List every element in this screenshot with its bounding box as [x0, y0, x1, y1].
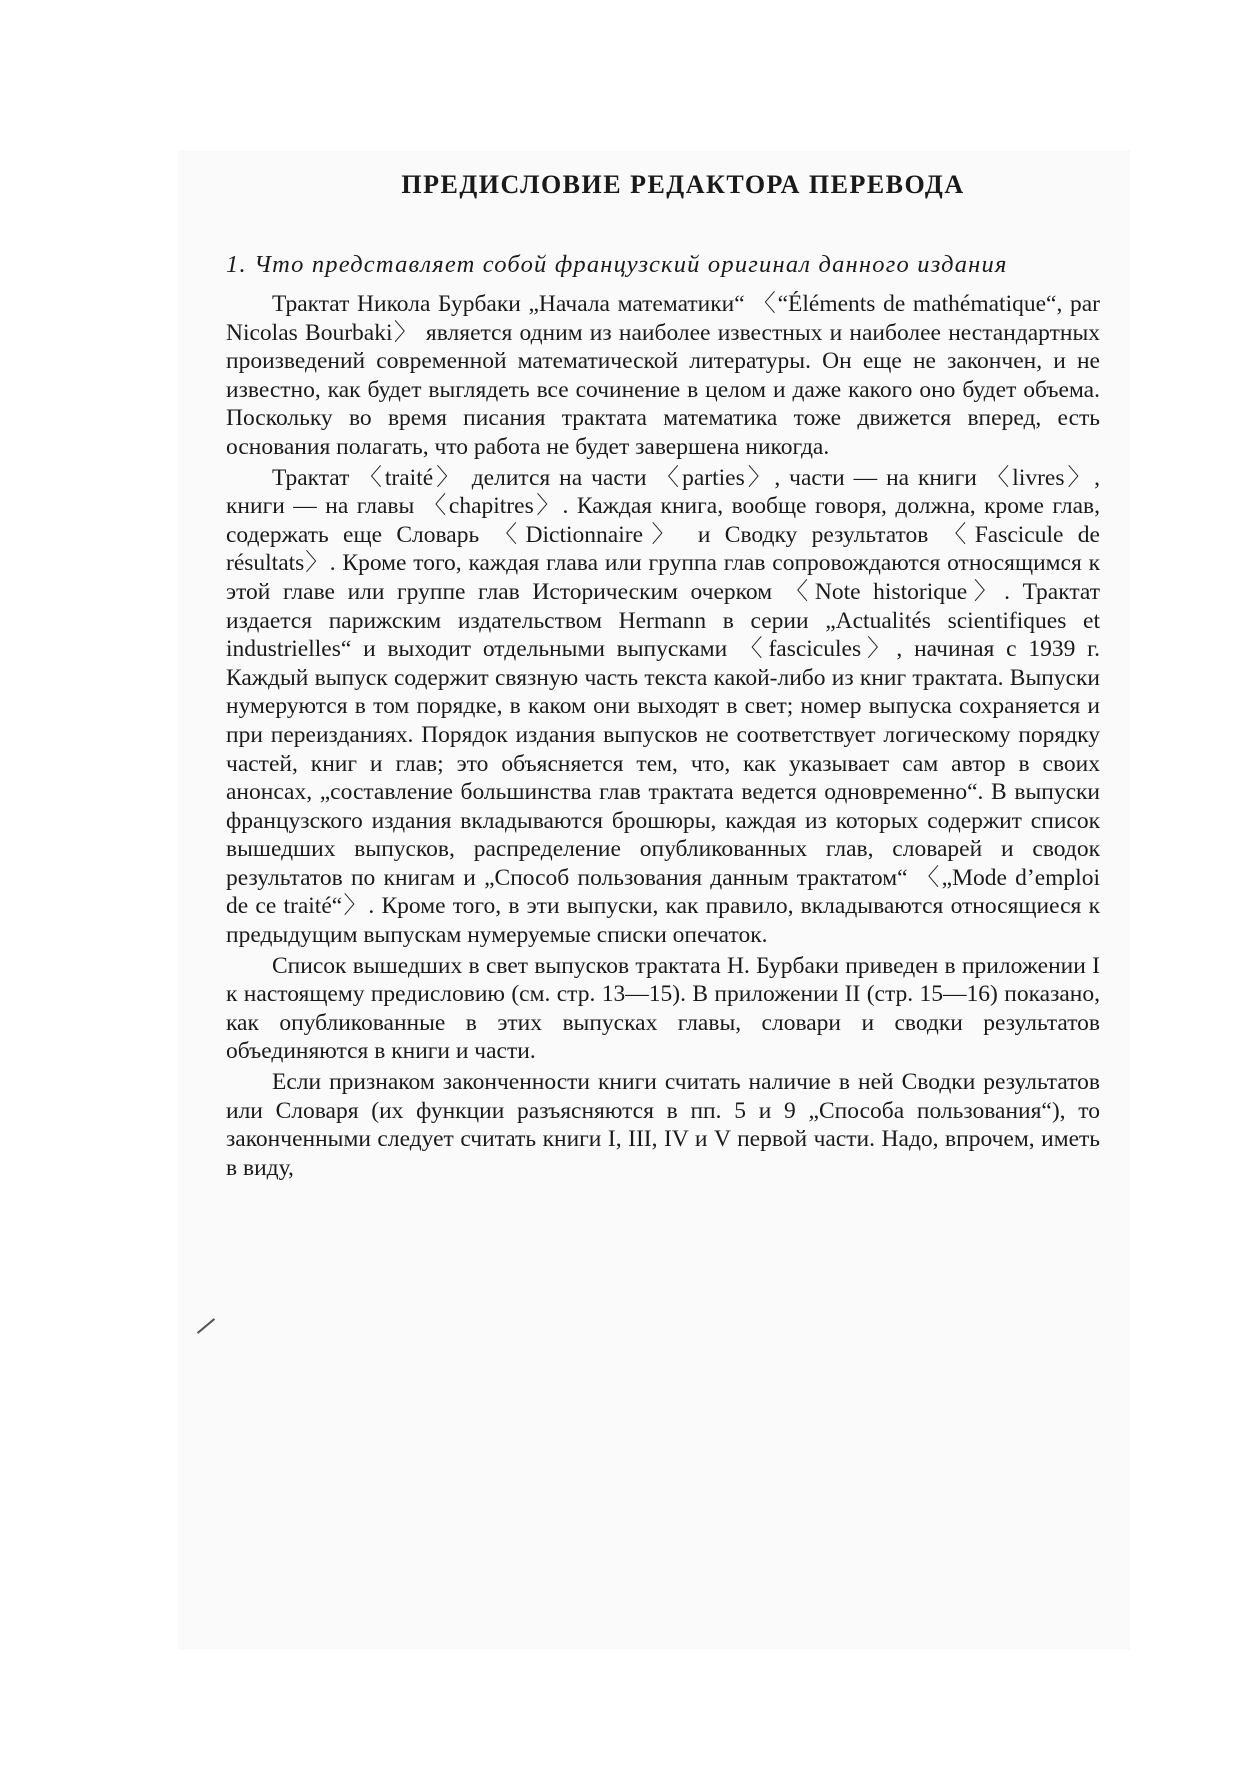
paragraph-2: Трактат 〈traité〉 делится на части 〈parties〉, части — на книги 〈livres〉, книги — на главы 〈chapitres〉. Каждая книга, вообще говоря, должна, кроме глав, содержать еще Словарь 〈Dictionnaire〉 и Сводку результатов 〈Fascicule de résultats〉. Кроме того, каждая глава или группа глав сопровождаются относящимся к этой главе или группе глав Историческим очерком 〈Note historique〉. Трактат издается парижским издательством Hermann в серии „Actualités scientifiques et industrielles“ и выходит отдельными выпусками 〈fascicules〉, начиная с 1939 г. Каждый выпуск содержит связную часть текста какой-либо из книг трактата. Выпуски нумеруются в том порядке, в каком они выходят в свет; номер выпуска сохраняется и при переизданиях. Порядок издания выпусков не соответствует логическому порядку частей, книг и глав; это объясняется тем, что, как указывает сам автор в своих анонсах, „составление большинства глав трактата ведется одновременно“. В выпуски французского издания вкладываются брошюры, каждая из которых содержит список вышедших выпусков, распределение опубликованных глав, словарей и сводок результатов по книгам и „Способ пользования данным трактатом“ 〈„Mode d’emploi de ce traité“〉. Кроме того, в эти выпуски, как правило, вкладываются относящиеся к предыдущим выпускам нумеруемые списки опечаток. [226, 464, 1100, 949]
section-heading: 1. Что представляет собой французский оригинал данного издания [226, 251, 1008, 278]
paragraph-3: Список вышедших в свет выпусков трактата Н. Бурбаки приведен в приложении I к настоящему предисловию (см. стр. 13—15). В приложении II (стр. 15—16) показано, как опубликованные в этих выпусках главы, словари и сводки результатов объединяются в книги и части. [226, 952, 1100, 1065]
page-title: ПРЕДИСЛОВИЕ РЕДАКТОРА ПЕРЕВОДА [401, 170, 965, 199]
paragraph-1: Трактат Никола Бурбаки „Начала математики“ 〈“Éléments de mathématique“, par Nicolas Bourbaki〉 является одним из наиболее известных и наиболее нестандартных произведений современной математической литературы. Он еще не закончен, и не известно, как будет выглядеть все сочинение в целом и даже какого оно будет объема. Поскольку во время писания трактата математика тоже движется вперед, есть основания полагать, что работа не будет завершена никогда. [226, 291, 1100, 460]
document-body [226, 170, 1100, 1182]
paragraph-4: Если признаком законченности книги считать наличие в ней Сводки результатов или Словаря (их функции разъясняются в пп. 5 и 9 „Способа пользования“), то законченными следует считать книги I, III, IV и V первой части. Надо, впрочем, иметь в виду, [226, 1069, 1100, 1181]
